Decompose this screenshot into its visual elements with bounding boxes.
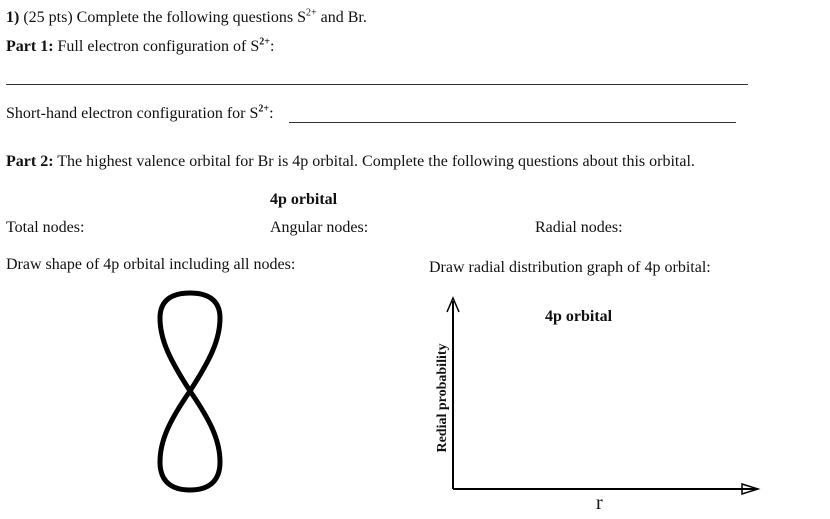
graph-y-label: Redial probability [435, 343, 450, 453]
colon: : [269, 38, 275, 55]
question-number: 1) [6, 9, 20, 26]
graph-x-label: r [596, 492, 603, 514]
orbital-heading: 4p orbital [270, 191, 338, 208]
draw-shape-label: Draw shape of 4p orbital including all nodes: [6, 256, 296, 273]
question-suffix: and Br. [316, 9, 367, 26]
total-nodes-label: Total nodes: [6, 219, 85, 236]
part2-label: Part 2: [6, 153, 54, 170]
p-orbital-drawing [160, 293, 220, 490]
angular-nodes-label: Angular nodes: [270, 219, 369, 236]
shorthand-text: Short-hand electron configuration for S [6, 105, 259, 122]
ion-charge: 2+ [305, 7, 317, 19]
part1-label: Part 1: [6, 38, 54, 55]
graph-title: 4p orbital [545, 308, 613, 325]
ion-charge: 2+ [258, 103, 270, 115]
draw-graph-label: Draw radial distribution graph of 4p orbital: [429, 259, 711, 276]
radial-graph-axes [447, 298, 758, 494]
full-config-text: Full electron configuration of S [57, 38, 260, 55]
ion-charge: 2+ [259, 36, 270, 48]
p-orbital-upper-lobe [160, 293, 220, 391]
question-prefix: (25 pts) Complete the following questions S [23, 9, 306, 26]
colon: : [269, 105, 274, 122]
radial-nodes-label: Radial nodes: [535, 219, 623, 236]
part2-text: The highest valence orbital for Br is 4p orbital. Complete the following questions about this orbital. [57, 153, 695, 170]
p-orbital-lower-lobe [160, 391, 220, 490]
